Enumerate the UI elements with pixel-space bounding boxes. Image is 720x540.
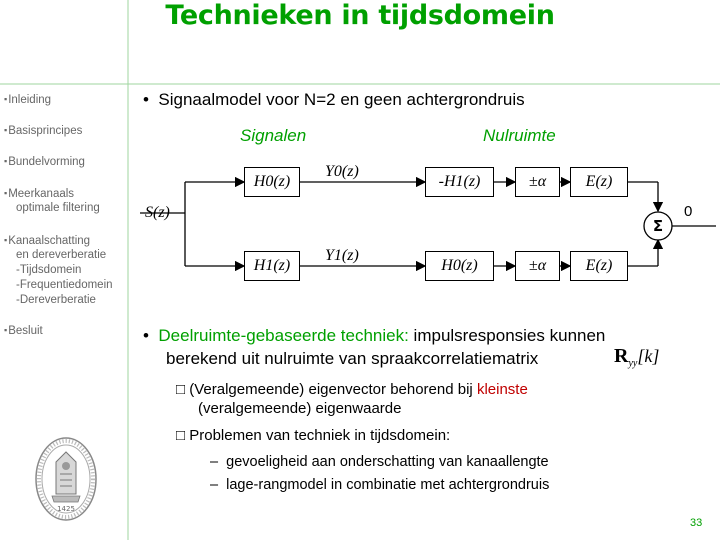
sidebar-item-besluit[interactable]: ▪Besluit [4,325,43,337]
alpha-gain-bottom-block: ±α [515,251,560,281]
sub-bullet-eigenvalue-line2: (veralgemeende) eigenwaarde [198,400,402,417]
bullet-icon: ▪ [4,188,8,198]
bullet-dot-icon: • [143,326,149,345]
sidebar-item-inleiding[interactable]: ▪Inleiding [4,94,52,106]
sum-sigma-icon: Σ [652,217,664,235]
filter-h1-block: H1(z) [244,251,300,281]
slide-title: Technieken in tijdsdomein [165,0,555,31]
dash-item-sensitivity: – gevoeligheid aan onderschatting van kanaallengte [210,454,549,470]
sidebar-subitem[interactable]: -Tijdsdomein [16,264,82,276]
filter-e-top-block: E(z) [570,167,628,197]
filter-e-bottom-block: E(z) [570,251,628,281]
correlation-matrix-formula: $R_{yy}[k]$ [614,345,660,370]
page-number: 33 [690,517,703,529]
dash-item-lowrank: – lage-rangmodel in combinatie met achtergrondruis [210,477,550,493]
output-zero-label: 0 [684,203,693,220]
bullet-subspace-line2: berekend uit nulruimte van spraakcorrelatiematrix [166,349,539,368]
svg-text:1425: 1425 [57,505,75,513]
checkbox-square-icon: □ [176,381,186,398]
sidebar-item-bundelvorming[interactable]: ▪Bundelvorming [4,156,85,168]
alpha-gain-top-block: ±α [515,167,560,197]
bullet-icon: ▪ [4,94,8,104]
sidebar-subitem: optimale filtering [16,202,100,214]
dash-icon: – [210,477,219,493]
sidebar-item-basisprincipes[interactable]: ▪Basisprincipes [4,125,83,137]
filter-h0-block: H0(z) [244,167,300,197]
filter-h0-null-block: H0(z) [425,251,494,281]
sidebar-subitem: en dereverberatie [16,249,107,261]
sidebar-item-meerkanaals[interactable]: ▪Meerkanaals [4,188,75,200]
sidebar-subitem[interactable]: -Dereverberatie [16,294,96,306]
header-nulruimte: Nulruimte [483,126,556,145]
sub-bullet-eigenvector: □ (Veralgemeende) eigenvector behorend bij kleinste [176,381,528,398]
filter-neg-h1-block: -H1(z) [425,167,494,197]
output-y0-label: Y0(z) [325,163,359,180]
output-y1-label: Y1(z) [325,247,359,264]
dash-icon: – [210,454,219,470]
bullet-dot-icon: • [143,90,149,109]
sub-bullet-problems: □ Problemen van techniek in tijdsdomein: [176,427,451,444]
bullet-icon: ▪ [4,235,8,245]
sidebar-item-kanaalschatting[interactable]: ▪Kanaalschatting [4,235,91,247]
bullet-icon: ▪ [4,325,8,335]
sidebar-subitem[interactable]: -Frequentiedomein [16,279,113,291]
bullet-signal-model: • Signaalmodel voor N=2 en geen achtergrondruis [143,90,525,109]
bullet-subspace-technique: • Deelruimte-gebaseerde techniek: impulsresponsies kunnen [143,326,606,345]
checkbox-square-icon: □ [176,427,186,444]
header-signalen: Signalen [240,126,307,145]
bullet-icon: ▪ [4,156,8,166]
bullet-icon: ▪ [4,125,8,135]
input-signal-label: S(z) [145,204,170,221]
